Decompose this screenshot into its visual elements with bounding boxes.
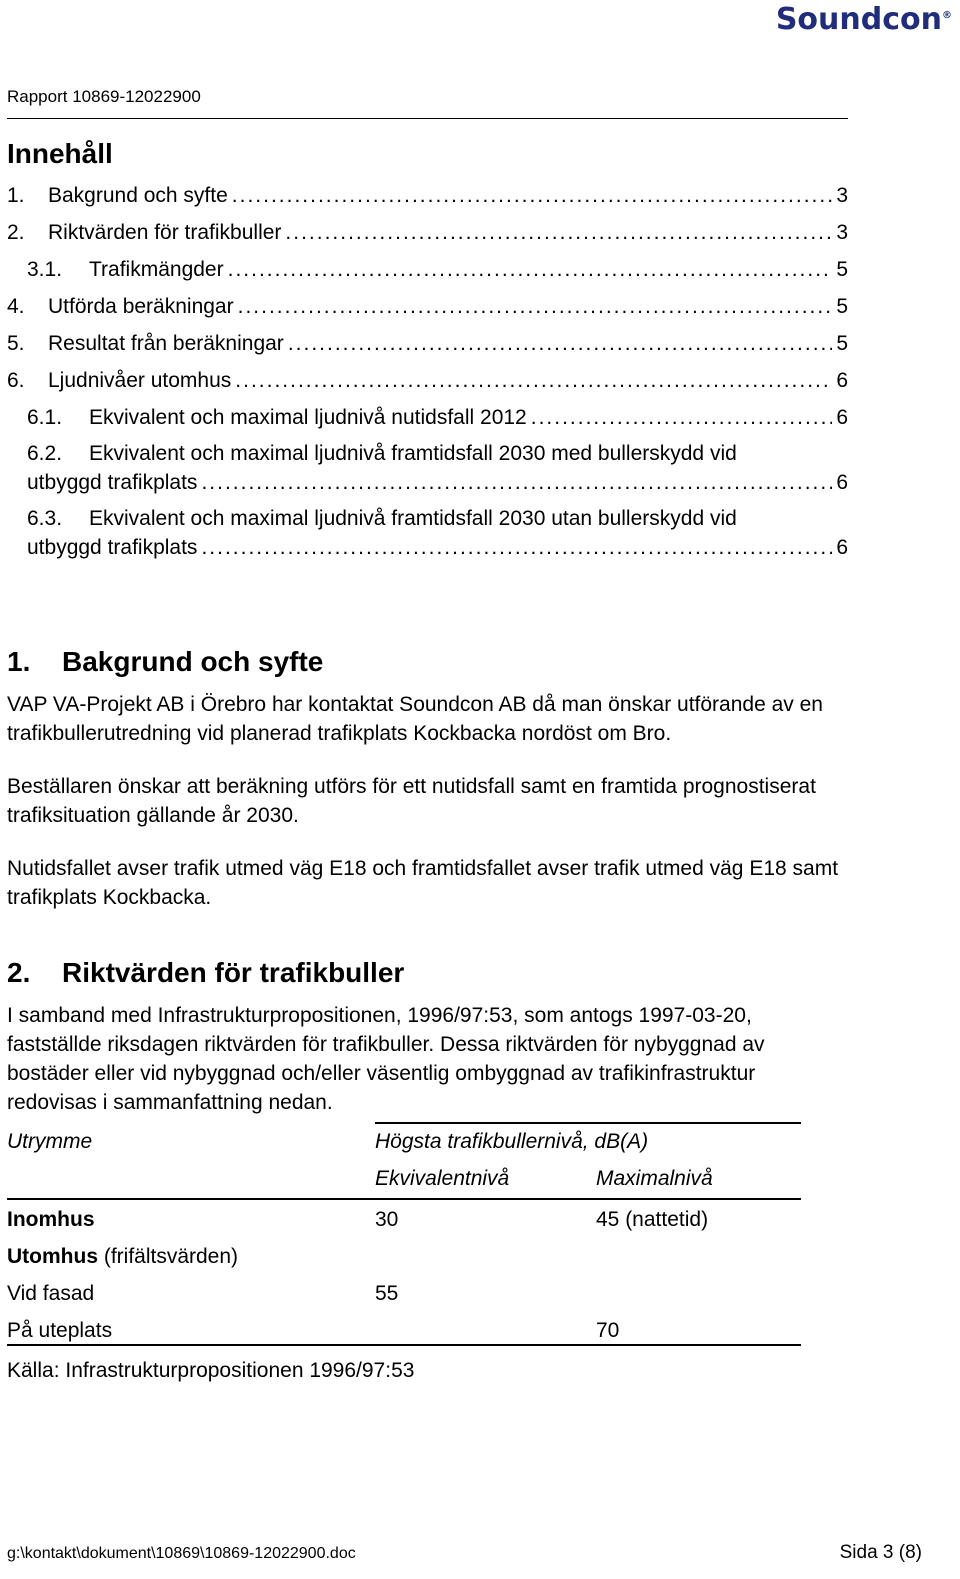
report-id: Rapport 10869-12022900	[7, 87, 201, 106]
table-row-label: På uteplats	[7, 1319, 113, 1342]
group-header: Högsta trafikbullernivå, dB(A)	[375, 1130, 649, 1153]
toc-entry[interactable]: 5. Resultat från beräkningar ..... 5	[7, 332, 848, 362]
toc-entry[interactable]: 1. Bakgrund och syfte ..... 3	[7, 184, 848, 214]
paragraph: Nutidsfallet avser trafik utmed väg E18 och framtidsfallet avser trafik utmed väg E18 samt trafikplats Kockbacka.	[7, 857, 839, 909]
table-row-label: Utomhus (frifältsvärden)	[7, 1245, 239, 1268]
table-rule	[375, 1122, 801, 1124]
toc-entry[interactable]: 6.2. Ekvivalent och maximal ljudnivå framtidsfall 2030 med bullerskydd vid utbyggd trafikplats ..... 6	[7, 442, 848, 472]
section-heading-2: 2. Riktvärden för trafikbuller	[7, 957, 405, 988]
toc-title: Innehåll	[7, 138, 113, 169]
toc-entry[interactable]: 3.1. Trafikmängder ..... 5	[7, 258, 848, 288]
table-source: Källa: Infrastrukturpropositionen 1996/97:53	[7, 1359, 415, 1382]
table-rule	[7, 1198, 801, 1200]
table-rule	[7, 1344, 801, 1346]
col-header-ekvivalent: Ekvivalentnivå	[375, 1167, 510, 1190]
table-cell: 30	[375, 1208, 399, 1231]
toc-entry[interactable]: 4. Utförda beräkningar ..... 5	[7, 295, 848, 325]
paragraph: I samband med Infrastrukturpropositionen, 1996/97:53, som antogs 1997-03-20, fastställde riksdagen riktvärden för trafikbuller. Dessa riktvärden för nybyggnad av bostäder eller vid nybyggnad och/eller väsentlig ombyggnad av trafikinfrastruktur redovisas i sammanfattning nedan.	[7, 1004, 765, 1114]
toc-entry[interactable]: 6.3. Ekvivalent och maximal ljudnivå framtidsfall 2030 utan bullerskydd vid utbyggd trafikplats ..... 6	[7, 507, 848, 537]
toc-entry[interactable]: 2. Riktvärden för trafikbuller ..... 3	[7, 221, 848, 251]
section-heading-1: 1. Bakgrund och syfte	[7, 646, 324, 677]
toc-entry[interactable]: 6.1. Ekvivalent och maximal ljudnivå nutidsfall 2012 ..... 6	[7, 406, 848, 436]
footer-page-number: Sida 3 (8)	[839, 1542, 922, 1563]
toc-entry[interactable]: 6. Ljudnivåer utomhus ..... 6	[7, 369, 848, 399]
paragraph: Beställaren önskar att beräkning utförs för ett nutidsfall samt en framtida prognostiserat trafiksituation gällande år 2030.	[7, 775, 816, 827]
soundcon-logo: Soundcon®	[775, 2, 952, 37]
footer-file-path: g:\kontakt\dokument\10869\10869-12022900.doc	[7, 1545, 356, 1562]
table-row-label: Inomhus	[7, 1208, 95, 1231]
paragraph: VAP VA-Projekt AB i Örebro har kontaktat Soundcon AB då man önskar utförande av en trafikbullerutredning vid planerad trafikplats Kockbacka nordöst om Bro.	[7, 693, 823, 745]
col-header-maximal: Maximalnivå	[596, 1167, 713, 1190]
table-cell: 55	[375, 1282, 399, 1305]
header-divider	[7, 118, 848, 119]
table-cell: 45 (nattetid)	[596, 1208, 709, 1231]
col-header-utrymme: Utrymme	[7, 1130, 93, 1153]
table-row-label: Vid fasad	[7, 1282, 95, 1305]
table-cell: 70	[596, 1319, 620, 1342]
